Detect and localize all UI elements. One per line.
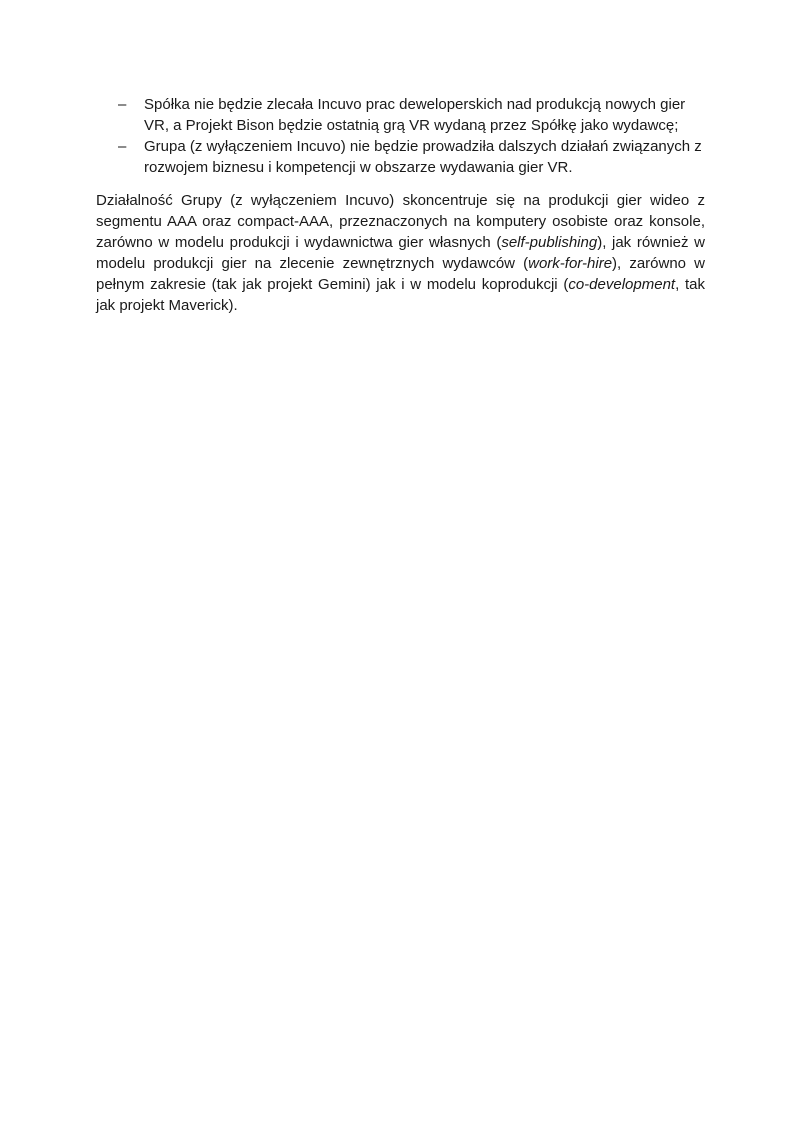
paragraph-text: , tak jak projekt Maverick). [96, 276, 705, 314]
dash-marker: – [118, 96, 127, 113]
list-item-text: Grupa (z wyłączeniem Incuvo) nie będzie prowadziła dalszych działań związanych z rozwojem biznesu i kompetencji w obszarze wydawania gier VR. [144, 138, 702, 176]
dash-marker: – [118, 138, 127, 155]
italic-term: self-publishing [501, 234, 598, 251]
list-item-text: Spółka nie będzie zlecała Incuvo prac deweloperskich nad produkcją nowych gier VR, a Projekt Bison będzie ostatnią grą VR wydaną przez Spółkę jako wydawcę; [144, 96, 686, 134]
paragraph-text: Działalność Grupy (z wyłączeniem Incuvo) skoncentruje się na produkcji gier wideo z segmentu AAA oraz compact-AAA, przeznaczonych na komputery osobiste oraz konsole, zarówno w modelu produkcji i wydawnictwa gier własnych ( [96, 192, 705, 251]
paragraph-text: ), jak również w modelu produkcji gier na zlecenie zewnętrznych wydawców ( [96, 234, 705, 272]
italic-term: work-for-hire [528, 255, 613, 272]
bullet-list [96, 94, 705, 178]
list-item [96, 94, 705, 136]
paragraph-text: ), zarówno w pełnym zakresie (tak jak projekt Gemini) jak i w modelu koprodukcji ( [96, 255, 705, 293]
body-paragraph [96, 190, 705, 316]
document-content [96, 94, 705, 316]
italic-term: co-development [568, 276, 676, 293]
list-item [96, 136, 705, 178]
